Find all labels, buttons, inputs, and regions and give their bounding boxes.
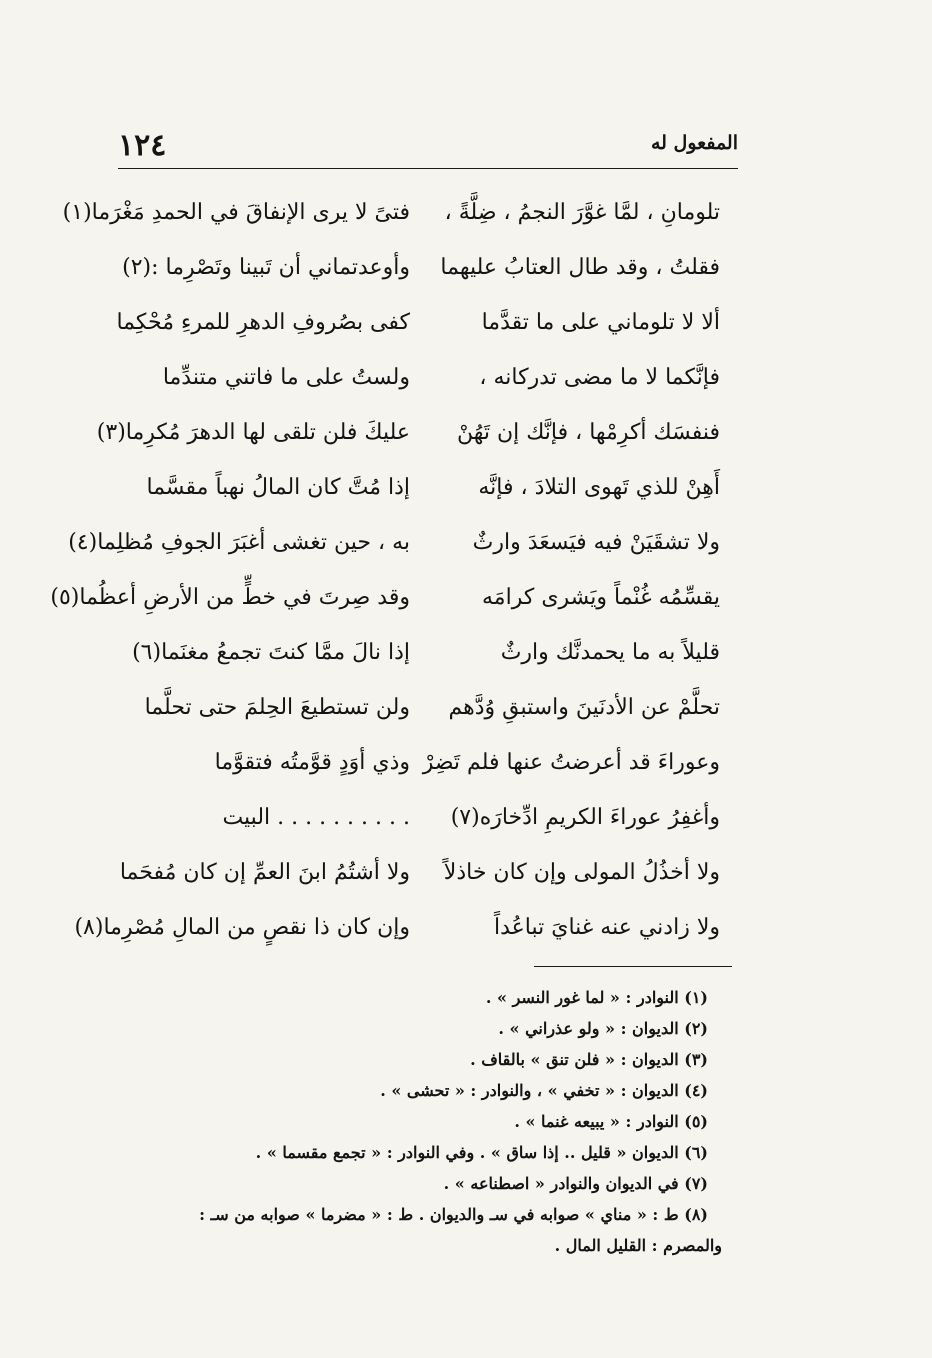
verse-first-hemistich: تحلَّمْ عن الأدنَينَ واستبقِ وُدَّهم	[448, 695, 720, 720]
footnotes	[100, 982, 722, 1261]
verse-second-hemistich: فتىً لا يرى الإنفاقَ في الحمدِ مَغْرَما(١)	[62, 200, 410, 225]
verse-second-hemistich: إذا مُتَّ كان المالُ نهباً مقسَّما	[146, 475, 410, 500]
verse-second-hemistich: كفى بصُروفِ الدهرِ للمرءِ مُحْكِما	[116, 310, 410, 335]
verse-first-hemistich: فقلتُ ، وقد طال العتابُ عليهما	[440, 255, 720, 280]
verse-first-hemistich: ولا أخذُلُ المولى وإن كان خاذلاً	[443, 860, 720, 885]
verse-second-hemistich: عليكَ فلن تلقى لها الدهرَ مُكرِما(٣)	[96, 420, 410, 445]
verse-second-hemistich: وأوعدتماني أن تَبينا وتَصْرِما :(٢)	[122, 255, 410, 280]
page-number: ١٢٤	[118, 128, 167, 163]
verse-second-hemistich: . . . . . . . . . . البيت	[222, 805, 410, 830]
verse-second-hemistich: به ، حين تغشى أغبَرَ الجوفِ مُظلِما(٤)	[68, 530, 410, 555]
footnote: (٧) في الديوان والنوادر « اصطناعه » .	[443, 1174, 708, 1193]
footnote: (٦) الديوان « قليل .. إذا ساق » . وفي النوادر : « تجمع مقسما » .	[255, 1143, 708, 1162]
footnote: (٨) ط : « مناي » صوابه في سـ والديوان . ط : « مضرما » صوابه من سـ :	[199, 1205, 708, 1224]
footnote-continuation: والمصرم : القليل المال .	[554, 1236, 722, 1255]
verse-second-hemistich: إذا نالَ ممَّا كنتَ تجمعُ مغنَما(٦)	[132, 640, 410, 665]
verse-second-hemistich: ولن تستطيعَ الحِلمَ حتى تحلَّما	[144, 695, 410, 720]
verse	[110, 850, 720, 905]
verse-second-hemistich: ولا أشتُمُ ابنَ العمِّ إن كان مُفحَما	[119, 860, 410, 885]
verse-first-hemistich: فنفسَك أكرِمْها ، فإنَّك إن تَهُنْ	[456, 420, 720, 445]
verse	[74, 905, 720, 960]
verse	[110, 630, 720, 685]
footnote: (١) النوادر : « لما غور النسر » .	[485, 988, 708, 1007]
poem	[50, 190, 720, 960]
verse	[110, 465, 720, 520]
verse-second-hemistich: وإن كان ذا نقصٍ من المالِ مُصْرِما(٨)	[74, 915, 410, 940]
verse	[96, 410, 720, 465]
verse-first-hemistich: قليلاً به ما يحمدنَّك وارثٌ	[500, 640, 720, 665]
verse-first-hemistich: فإنَّكما لا ما مضى تدركانه ،	[479, 365, 720, 390]
footnote: (٥) النوادر : « يبيعه غنما » .	[514, 1112, 708, 1131]
footnote: (٣) الديوان : « فلن تنق » بالقاف .	[470, 1050, 708, 1069]
verse	[110, 245, 720, 300]
verse	[110, 740, 720, 795]
verse	[68, 520, 720, 575]
running-title: المفعول له	[650, 132, 738, 154]
footnote-rule	[534, 966, 732, 967]
verse	[50, 575, 720, 630]
verse-first-hemistich: وعوراءَ قد أعرضتُ عنها فلم تَضِرْ	[422, 750, 720, 775]
verse-second-hemistich: وقد صِرتَ في خطٍّ من الأرضِ أعظُما(٥)	[50, 585, 410, 610]
verse-second-hemistich: وذي أوَدٍ قوَّمتُه فتقوَّما	[214, 750, 410, 775]
verse	[62, 190, 720, 245]
verse	[110, 300, 720, 355]
verse-first-hemistich: وأغفِرُ عوراءَ الكريمِ ادِّخارَه(٧)	[450, 805, 720, 830]
verse	[110, 355, 720, 410]
verse-first-hemistich: ولا تشقَيَنْ فيه فيَسعَدَ وارثٌ	[472, 530, 720, 555]
footnote: (٢) الديوان : « ولو عذراني » .	[498, 1019, 708, 1038]
verse-first-hemistich: ولا زادني عنه غنايَ تباعُداً	[493, 915, 720, 940]
verse-first-hemistich: تلومانِ ، لمَّا غوَّرَ النجمُ ، ضِلَّةً ،	[444, 200, 720, 225]
verse-second-hemistich: ولستُ على ما فاتني متندِّما	[162, 365, 410, 390]
verse	[110, 685, 720, 740]
verse-first-hemistich: يقسِّمُه غُنْماً ويَشرى كرامَه	[482, 585, 720, 610]
header-rule	[118, 168, 738, 169]
verse	[110, 795, 720, 850]
footnote: (٤) الديوان : « تخفي » ، والنوادر : « تحشى » .	[380, 1081, 708, 1100]
verse-first-hemistich: أَهِنْ للذي تَهوى التلادَ ، فإنَّه	[478, 475, 720, 500]
page-header	[118, 128, 738, 168]
verse-first-hemistich: ألا لا تلوماني على ما تقدَّما	[481, 310, 720, 335]
